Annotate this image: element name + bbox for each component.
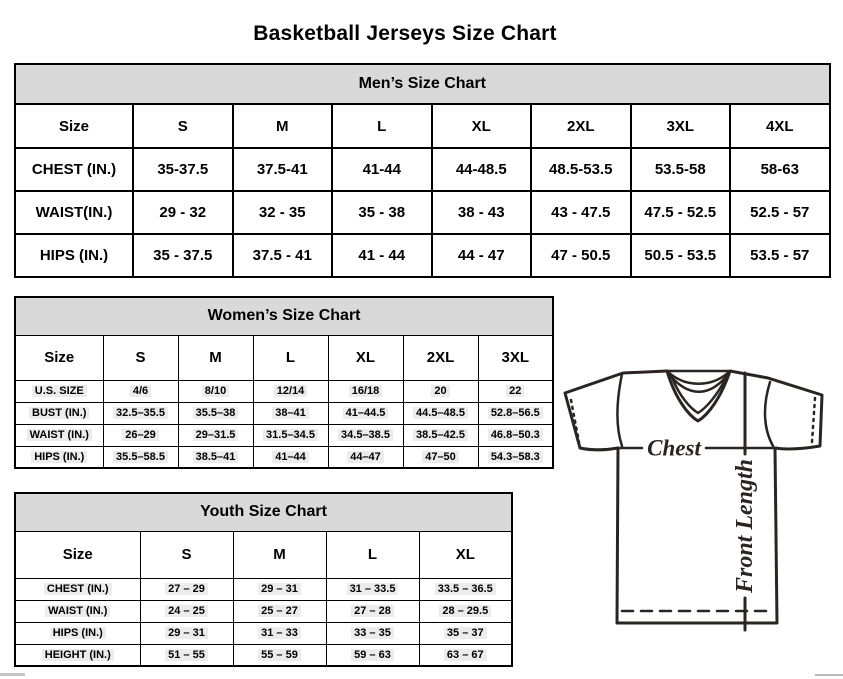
size-value: 29–31.5 bbox=[178, 424, 253, 446]
armhole-seam-right bbox=[765, 382, 773, 446]
size-value: 35 - 37.5 bbox=[133, 234, 233, 277]
page-title: Basketball Jerseys Size Chart bbox=[253, 22, 557, 46]
table-row bbox=[15, 380, 553, 402]
column-header: L bbox=[253, 335, 328, 380]
size-value: 52.5 - 57 bbox=[730, 191, 830, 234]
column-header-row bbox=[15, 335, 553, 380]
size-value: 24 – 25 bbox=[140, 600, 233, 622]
size-value: 41–44 bbox=[253, 446, 328, 468]
scrollbar-fragment-left bbox=[0, 673, 25, 676]
size-value: 46.8–50.3 bbox=[478, 424, 553, 446]
size-value: 32 - 35 bbox=[233, 191, 333, 234]
size-value: 27 – 29 bbox=[140, 578, 233, 600]
size-value: 12/14 bbox=[253, 380, 328, 402]
size-value: 29 – 31 bbox=[140, 622, 233, 644]
table-title: Youth Size Chart bbox=[15, 493, 512, 531]
row-label: HIPS (IN.) bbox=[15, 446, 103, 468]
column-header: M bbox=[233, 531, 326, 578]
table-row bbox=[15, 600, 512, 622]
size-value: 53.5 - 57 bbox=[730, 234, 830, 277]
row-label: CHEST (IN.) bbox=[15, 578, 140, 600]
column-header: Size bbox=[15, 335, 103, 380]
size-value: 37.5 - 41 bbox=[233, 234, 333, 277]
size-value: 31 – 33.5 bbox=[326, 578, 419, 600]
size-value: 47–50 bbox=[403, 446, 478, 468]
size-value: 44-48.5 bbox=[432, 148, 532, 191]
size-value: 28 – 29.5 bbox=[419, 600, 512, 622]
table-title: Men’s Size Chart bbox=[15, 64, 830, 104]
row-label: HIPS (IN.) bbox=[15, 234, 133, 277]
size-value: 34.5–38.5 bbox=[328, 424, 403, 446]
size-value: 59 – 63 bbox=[326, 644, 419, 666]
column-header: 2XL bbox=[403, 335, 478, 380]
size-table bbox=[14, 296, 554, 469]
scrollbar-fragment-right bbox=[815, 674, 843, 676]
size-value: 31.5–34.5 bbox=[253, 424, 328, 446]
column-header: L bbox=[332, 104, 432, 148]
size-value: 44.5–48.5 bbox=[403, 402, 478, 424]
row-label: U.S. SIZE bbox=[15, 380, 103, 402]
table-title: Women’s Size Chart bbox=[15, 297, 553, 335]
size-value: 41-44 bbox=[332, 148, 432, 191]
size-value: 35 – 37 bbox=[419, 622, 512, 644]
size-value: 29 – 31 bbox=[233, 578, 326, 600]
row-label: WAIST (IN.) bbox=[15, 600, 140, 622]
size-value: 38.5–41 bbox=[178, 446, 253, 468]
table-row bbox=[15, 644, 512, 666]
column-header-row bbox=[15, 531, 512, 578]
size-value: 37.5-41 bbox=[233, 148, 333, 191]
column-header: Size bbox=[15, 531, 140, 578]
size-value: 63 – 67 bbox=[419, 644, 512, 666]
size-value: 41 - 44 bbox=[332, 234, 432, 277]
size-value: 44 - 47 bbox=[432, 234, 532, 277]
size-value: 35.5–58.5 bbox=[103, 446, 178, 468]
youth-size-chart-table bbox=[14, 492, 512, 667]
column-header: 3XL bbox=[478, 335, 553, 380]
size-value: 58-63 bbox=[730, 148, 830, 191]
column-header: M bbox=[233, 104, 333, 148]
table-title-row bbox=[15, 493, 512, 531]
size-value: 22 bbox=[478, 380, 553, 402]
mens-size-chart-table bbox=[14, 63, 829, 278]
size-value: 48.5-53.5 bbox=[531, 148, 631, 191]
size-value: 50.5 - 53.5 bbox=[631, 234, 731, 277]
size-value: 47.5 - 52.5 bbox=[631, 191, 731, 234]
size-value: 33.5 – 36.5 bbox=[419, 578, 512, 600]
table-row bbox=[15, 148, 830, 191]
column-header: XL bbox=[432, 104, 532, 148]
size-value: 55 – 59 bbox=[233, 644, 326, 666]
row-label: CHEST (IN.) bbox=[15, 148, 133, 191]
jersey-diagram-svg bbox=[550, 358, 842, 658]
size-value: 29 - 32 bbox=[133, 191, 233, 234]
size-value: 31 – 33 bbox=[233, 622, 326, 644]
column-header: XL bbox=[419, 531, 512, 578]
column-header: 4XL bbox=[730, 104, 830, 148]
row-label: HIPS (IN.) bbox=[15, 622, 140, 644]
table-row bbox=[15, 424, 553, 446]
column-header: M bbox=[178, 335, 253, 380]
size-value: 32.5–35.5 bbox=[103, 402, 178, 424]
size-value: 35 - 38 bbox=[332, 191, 432, 234]
table-title-row bbox=[15, 64, 830, 104]
chest-label: Chest bbox=[647, 435, 701, 461]
column-header: Size bbox=[15, 104, 133, 148]
size-value: 38 - 43 bbox=[432, 191, 532, 234]
table-row bbox=[15, 191, 830, 234]
size-value: 53.5-58 bbox=[631, 148, 731, 191]
size-value: 47 - 50.5 bbox=[531, 234, 631, 277]
size-value: 26–29 bbox=[103, 424, 178, 446]
size-value: 35.5–38 bbox=[178, 402, 253, 424]
table-row bbox=[15, 234, 830, 277]
size-value: 20 bbox=[403, 380, 478, 402]
column-header-row bbox=[15, 104, 830, 148]
row-label: WAIST (IN.) bbox=[15, 424, 103, 446]
table-title-row bbox=[15, 297, 553, 335]
size-value: 43 - 47.5 bbox=[531, 191, 631, 234]
size-value: 44–47 bbox=[328, 446, 403, 468]
column-header: S bbox=[133, 104, 233, 148]
column-header: S bbox=[140, 531, 233, 578]
size-value: 4/6 bbox=[103, 380, 178, 402]
size-table bbox=[14, 63, 831, 278]
size-value: 38.5–42.5 bbox=[403, 424, 478, 446]
row-label: BUST (IN.) bbox=[15, 402, 103, 424]
column-header: 2XL bbox=[531, 104, 631, 148]
size-value: 33 – 35 bbox=[326, 622, 419, 644]
jersey-measurement-diagram bbox=[550, 358, 842, 658]
column-header: L bbox=[326, 531, 419, 578]
table-row bbox=[15, 578, 512, 600]
size-value: 52.8–56.5 bbox=[478, 402, 553, 424]
column-header: 3XL bbox=[631, 104, 731, 148]
size-value: 25 – 27 bbox=[233, 600, 326, 622]
cuff-dashed-right bbox=[812, 398, 815, 442]
size-table bbox=[14, 492, 513, 667]
size-value: 54.3–58.3 bbox=[478, 446, 553, 468]
row-label: WAIST(IN.) bbox=[15, 191, 133, 234]
size-value: 16/18 bbox=[328, 380, 403, 402]
front-length-label: Front Length bbox=[732, 458, 758, 594]
armhole-seam-left bbox=[618, 374, 623, 446]
column-header: XL bbox=[328, 335, 403, 380]
table-row bbox=[15, 402, 553, 424]
womens-size-chart-table bbox=[14, 296, 552, 469]
size-value: 27 – 28 bbox=[326, 600, 419, 622]
column-header: S bbox=[103, 335, 178, 380]
row-label: HEIGHT (IN.) bbox=[15, 644, 140, 666]
size-value: 41–44.5 bbox=[328, 402, 403, 424]
size-value: 38–41 bbox=[253, 402, 328, 424]
size-value: 51 – 55 bbox=[140, 644, 233, 666]
size-value: 8/10 bbox=[178, 380, 253, 402]
size-value: 35-37.5 bbox=[133, 148, 233, 191]
table-row bbox=[15, 622, 512, 644]
table-row bbox=[15, 446, 553, 468]
